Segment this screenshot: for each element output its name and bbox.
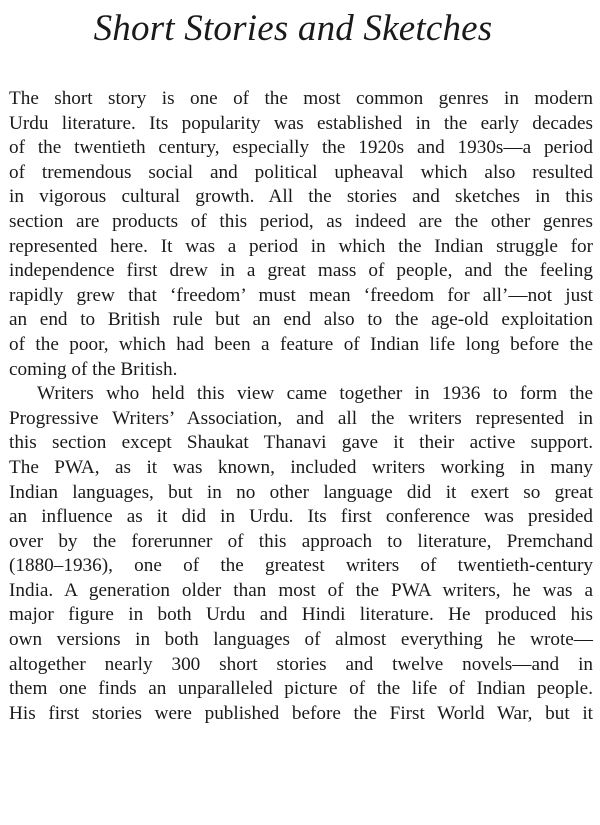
text-line: represented here. It was a period in which the Indian struggle for: [9, 235, 593, 257]
text-line: coming of the British.: [9, 358, 178, 380]
text-line: of the twentieth century, especially the 1920s and 1930s—a period: [9, 137, 593, 159]
paragraph-1: [9, 87, 593, 382]
text-line: of tremendous social and political upheaval which also resulted: [9, 161, 593, 183]
text-line: them one finds an unparalleled picture of the life of Indian people.: [9, 678, 593, 700]
paragraph-2: [9, 382, 593, 726]
text-line: of the poor, which had been a feature of Indian life long before the: [9, 333, 593, 355]
text-line: over by the forerunner of this approach to literature, Premchand: [9, 530, 593, 552]
text-line: His first stories were published before the First World War, but it: [9, 702, 593, 724]
text-line: (1880–1936), one of the greatest writers of twentieth-century: [9, 555, 593, 577]
text-line: section are products of this period, as indeed are the other genres: [9, 210, 593, 232]
text-line: this section except Shaukat Thanavi gave it their active support.: [9, 432, 593, 454]
text-line: altogether nearly 300 short stories and twelve novels—and in: [9, 653, 593, 675]
text-line: The PWA, as it was known, included writers working in many: [9, 456, 593, 478]
text-line: Writers who held this view came together in 1936 to form the: [37, 383, 593, 405]
chapter-title: Short Stories and Sketches: [93, 8, 493, 49]
text-line: The short story is one of the most common genres in modern: [9, 88, 593, 109]
text-line: India. A generation older than most of the PWA writers, he was a: [9, 579, 593, 601]
text-line: own versions in both languages of almost everything he wrote—: [9, 629, 593, 651]
body-text: [9, 87, 593, 726]
text-line: independence first drew in a great mass of people, and the feeling: [9, 260, 593, 282]
text-line: an influence as it did in Urdu. Its first conference was presided: [9, 506, 593, 528]
text-line: Urdu literature. Its popularity was established in the early decades: [9, 112, 593, 134]
text-line: Indian languages, but in no other language did it exert so great: [9, 481, 593, 503]
text-line: Progressive Writers’ Association, and all the writers represented in: [9, 407, 593, 429]
text-line: an end to British rule but an end also to the age-old exploitation: [9, 309, 593, 331]
text-line: rapidly grew that ‘freedom’ must mean ‘freedom for all’—not just: [9, 284, 593, 306]
text-line: in vigorous cultural growth. All the stories and sketches in this: [9, 186, 593, 208]
text-line: major figure in both Urdu and Hindi literature. He produced his: [9, 604, 593, 626]
